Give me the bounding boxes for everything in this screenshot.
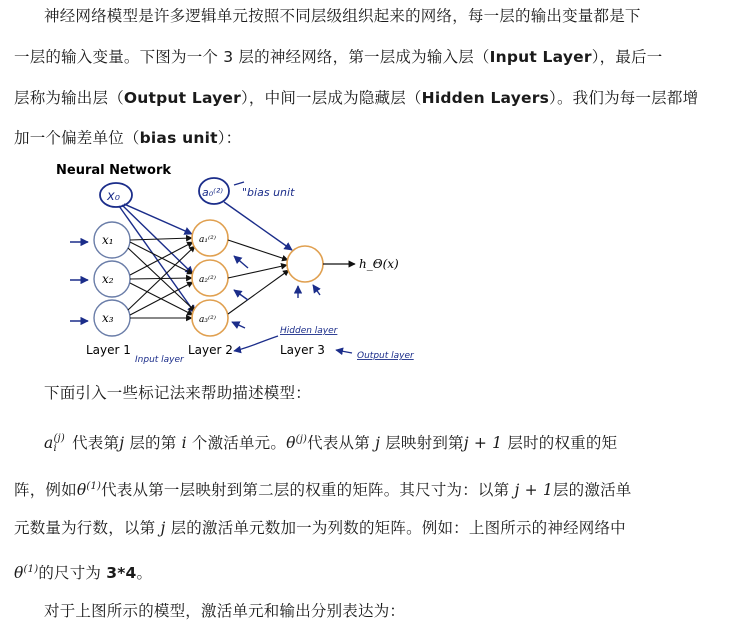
- math-j: j: [375, 434, 381, 453]
- hidden-label-2: a₂⁽²⁾: [199, 275, 217, 285]
- math-theta: θ: [286, 434, 296, 453]
- hidden-note-arrow: [234, 336, 278, 351]
- text: ）。我们为每一层都增: [549, 89, 699, 107]
- input-label-2: x₂: [102, 272, 114, 286]
- text: 个激活单元。: [186, 434, 287, 453]
- para3-line1: [44, 430, 617, 454]
- math-j: j: [160, 519, 166, 537]
- text: ），中间一层成为隐藏层（: [240, 89, 422, 107]
- input-arrows: [70, 242, 88, 321]
- layer1-label: Layer 1: [86, 343, 131, 357]
- text: 层称为输出层（: [14, 89, 124, 107]
- text: 层的激活单: [552, 481, 632, 500]
- math-j-plus-1: j + 1: [463, 434, 503, 453]
- text: 加一个偏差单位（: [14, 129, 140, 147]
- math-theta: θ: [76, 481, 87, 500]
- input-label-3: x₃: [102, 311, 114, 325]
- input-layer-note: Input layer: [135, 355, 184, 365]
- text: ），最后一: [591, 48, 663, 66]
- neural-network-figure: [52, 158, 452, 370]
- para1-line2: [14, 47, 662, 67]
- hidden-output-edges: [228, 240, 289, 314]
- text: 代表从第: [307, 434, 376, 453]
- output-label: h_Θ(x): [359, 257, 399, 271]
- text: 层的激活单元数加一为列数的矩阵。例如：上图所示的神经网络中: [165, 519, 626, 537]
- para4: [44, 601, 405, 621]
- input-label-1: x₁: [102, 233, 114, 247]
- layer2-label: Layer 2: [188, 343, 233, 357]
- math-sup-j: (j): [53, 432, 65, 444]
- text: 对于上图所示的模型，激活单元和输出分别表达为：: [44, 602, 406, 620]
- input-hidden-edges: [128, 238, 195, 318]
- text: 一层的输入变量。下图为一个 3 层的神经网络，第一层成为输入层（: [14, 48, 490, 66]
- output-hand-arrows: [298, 285, 320, 298]
- text: 阵，例如: [14, 481, 77, 500]
- para1-line3: [14, 88, 698, 108]
- math-sup: (j): [295, 434, 308, 445]
- text: ）：: [217, 129, 242, 147]
- text: 下面引入一些标记法来帮助描述模型：: [44, 384, 311, 402]
- text: 。: [136, 564, 153, 583]
- text: 的尺寸为: [38, 564, 107, 583]
- math-sub-i: i: [53, 442, 57, 454]
- para3-line4: [14, 560, 152, 583]
- hidden-label-3: a₃⁽²⁾: [199, 315, 217, 325]
- math-theta: θ: [14, 564, 24, 583]
- output-layer-note: Output layer: [357, 351, 414, 361]
- para1-line4: [14, 128, 241, 148]
- math-i: i: [181, 434, 187, 453]
- bias-hidden-label: a₀⁽²⁾: [202, 186, 223, 199]
- text: 层时的权重的矩: [502, 434, 618, 453]
- matrix-size: 3*4: [106, 564, 137, 583]
- math-sup: (1): [23, 564, 39, 575]
- text: 层映射到第: [380, 434, 464, 453]
- para3-line3: [14, 518, 626, 538]
- output-note-arrow: [336, 350, 352, 353]
- para3-line2: [14, 477, 632, 500]
- figure-title: Neural Network: [56, 163, 172, 178]
- text: 层的第: [124, 434, 182, 453]
- math-sup: (1): [86, 481, 102, 492]
- term-input-layer: Input Layer: [489, 48, 592, 66]
- text: 代表第: [66, 434, 120, 453]
- text: 神经网络模型是许多逻辑单元按照不同层级组织起来的网络，每一层的输出变量都是下: [44, 7, 641, 25]
- output-node: [287, 246, 323, 282]
- hidden-layer-note: Hidden layer: [280, 326, 338, 336]
- term-bias-unit: bias unit: [139, 129, 218, 147]
- text: 代表从第一层映射到第二层的权重的矩阵。其尺寸为：以第: [101, 481, 515, 500]
- bias-note-dash: [234, 182, 244, 185]
- math-a: a: [44, 434, 54, 453]
- term-output-layer: Output Layer: [123, 89, 241, 107]
- para1-line1: [44, 6, 641, 26]
- bias-input-label: x₀: [107, 189, 120, 204]
- math-j: j: [119, 434, 125, 453]
- bias-unit-note: "bias unit: [242, 186, 295, 199]
- layer3-label: Layer 3: [280, 343, 325, 357]
- math-j-plus-1: j + 1: [514, 481, 553, 500]
- hidden-hand-arrows: [232, 256, 248, 328]
- text: 元数量为行数，以第: [14, 519, 161, 537]
- hidden-label-1: a₁⁽²⁾: [199, 235, 217, 245]
- para2: [44, 383, 311, 403]
- term-hidden-layers: Hidden Layers: [421, 89, 550, 107]
- bias-hidden-edge: [224, 202, 292, 250]
